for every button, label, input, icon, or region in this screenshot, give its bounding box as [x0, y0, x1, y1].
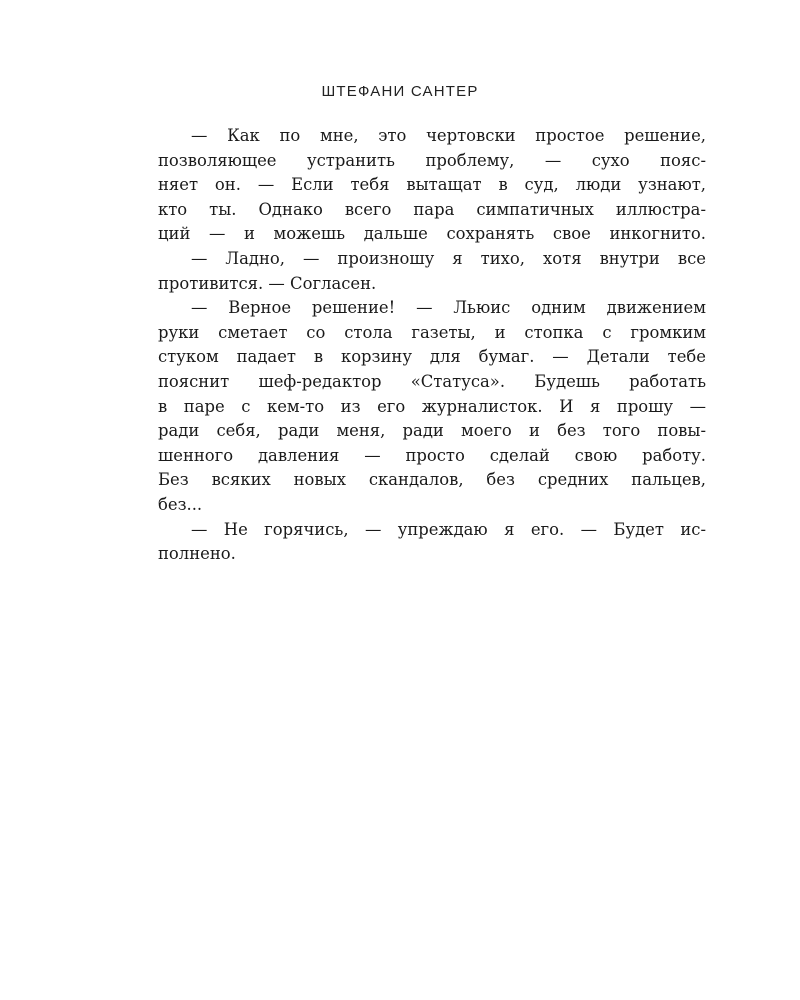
- running-header: ШТЕФАНИ САНТЕР: [321, 83, 479, 100]
- text-line: позволяющее устранить проблему, — сухо пояс-: [158, 150, 706, 170]
- text-line: — Не горячись, — упреждаю я его. — Будет ис-: [191, 519, 706, 539]
- text-line: кто ты. Однако всего пара симпатичных иллюстра-: [158, 199, 706, 219]
- paragraph: [158, 296, 706, 517]
- text-line: — Верное решение! — Льюис одним движением: [191, 298, 706, 318]
- text-line: — Как по мне, это чертовски простое решение,: [191, 126, 706, 145]
- body-text: [158, 124, 706, 567]
- text-line: — Ладно, — произношу я тихо, хотя внутри все: [191, 248, 706, 268]
- paragraph: [158, 518, 706, 567]
- text-line: пояснит шеф-редактор «Статуса». Будешь работать: [158, 371, 706, 391]
- text-line: руки сметает со стола газеты, и стопка с громким: [158, 322, 706, 342]
- paragraph: [158, 124, 706, 247]
- text-line: без...: [158, 494, 203, 514]
- text-line: няет он. — Если тебя вытащат в суд, люди узнают,: [158, 175, 706, 195]
- text-line: противится. — Согласен.: [158, 273, 377, 293]
- text-line: Без всяких новых скандалов, без средних пальцев,: [158, 470, 706, 490]
- text-line: полнено.: [158, 544, 236, 564]
- paragraph: [158, 247, 706, 296]
- text-line: ций — и можешь дальше сохранять свое инкогнито.: [158, 224, 706, 244]
- text-line: шенного давления — просто сделай свою работу.: [158, 445, 706, 465]
- text-line: в паре с кем-то из его журналисток. И я прошу —: [158, 396, 706, 416]
- text-line: стуком падает в корзину для бумаг. — Детали тебе: [158, 347, 706, 367]
- text-line: ради себя, ради меня, ради моего и без того повы-: [158, 421, 706, 441]
